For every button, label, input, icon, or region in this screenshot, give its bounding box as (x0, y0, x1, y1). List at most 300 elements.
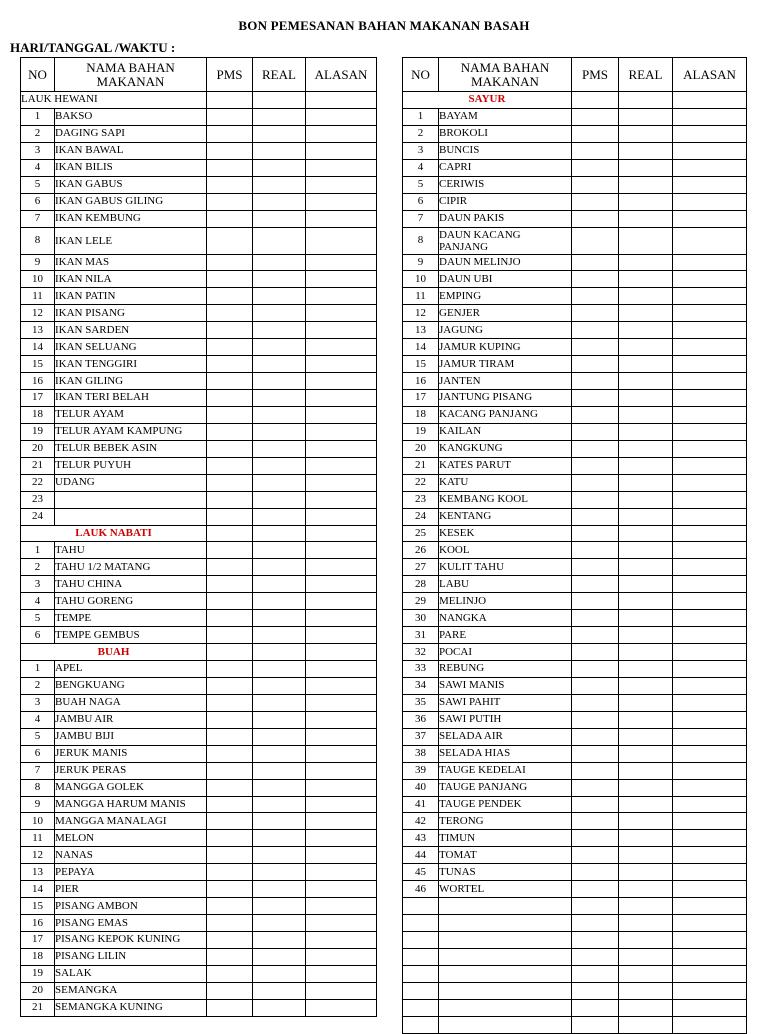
real-cell[interactable] (253, 593, 306, 610)
alasan-cell[interactable] (673, 508, 747, 525)
pms-cell[interactable] (572, 227, 619, 254)
pms-cell[interactable] (207, 779, 253, 796)
alasan-cell[interactable] (306, 881, 377, 898)
pms-cell[interactable] (207, 406, 253, 423)
real-cell[interactable] (253, 193, 306, 210)
pms-cell[interactable] (207, 159, 253, 176)
alasan-cell[interactable] (673, 593, 747, 610)
real-cell[interactable] (253, 210, 306, 227)
alasan-cell[interactable] (306, 339, 377, 356)
alasan-cell[interactable] (673, 108, 747, 125)
pms-cell[interactable] (207, 627, 253, 644)
alasan-cell[interactable] (306, 474, 377, 491)
real-cell[interactable] (253, 661, 306, 678)
alasan-cell[interactable] (306, 356, 377, 373)
pms-cell[interactable] (572, 542, 619, 559)
alasan-cell[interactable] (306, 423, 377, 440)
alasan-cell[interactable] (673, 125, 747, 142)
real-cell[interactable] (253, 644, 306, 661)
pms-cell[interactable] (207, 508, 253, 525)
pms-cell[interactable] (207, 593, 253, 610)
pms-cell[interactable] (207, 661, 253, 678)
pms-cell[interactable] (572, 559, 619, 576)
pms-cell[interactable] (207, 339, 253, 356)
real-cell[interactable] (619, 356, 673, 373)
real-cell[interactable] (253, 762, 306, 779)
pms-cell[interactable] (572, 932, 619, 949)
real-cell[interactable] (253, 142, 306, 159)
alasan-cell[interactable] (673, 932, 747, 949)
alasan-cell[interactable] (306, 390, 377, 407)
pms-cell[interactable] (207, 440, 253, 457)
alasan-cell[interactable] (673, 406, 747, 423)
real-cell[interactable] (253, 830, 306, 847)
real-cell[interactable] (619, 576, 673, 593)
alasan-cell[interactable] (673, 159, 747, 176)
alasan-cell[interactable] (673, 898, 747, 915)
real-cell[interactable] (253, 288, 306, 305)
alasan-cell[interactable] (306, 457, 377, 474)
alasan-cell[interactable] (306, 762, 377, 779)
pms-cell[interactable] (572, 125, 619, 142)
alasan-cell[interactable] (306, 254, 377, 271)
real-cell[interactable] (619, 406, 673, 423)
pms-cell[interactable] (207, 898, 253, 915)
real-cell[interactable] (253, 948, 306, 965)
real-cell[interactable] (253, 322, 306, 339)
alasan-cell[interactable] (673, 915, 747, 932)
real-cell[interactable] (619, 305, 673, 322)
real-cell[interactable] (619, 491, 673, 508)
alasan-cell[interactable] (306, 982, 377, 999)
real-cell[interactable] (253, 390, 306, 407)
alasan-cell[interactable] (673, 440, 747, 457)
pms-cell[interactable] (207, 390, 253, 407)
alasan-cell[interactable] (673, 694, 747, 711)
alasan-cell[interactable] (673, 288, 747, 305)
alasan-cell[interactable] (306, 406, 377, 423)
pms-cell[interactable] (207, 108, 253, 125)
pms-cell[interactable] (572, 965, 619, 982)
pms-cell[interactable] (572, 796, 619, 813)
alasan-cell[interactable] (306, 176, 377, 193)
alasan-cell[interactable] (673, 948, 747, 965)
pms-cell[interactable] (207, 271, 253, 288)
pms-cell[interactable] (572, 881, 619, 898)
pms-cell[interactable] (572, 108, 619, 125)
real-cell[interactable] (619, 271, 673, 288)
alasan-cell[interactable] (673, 339, 747, 356)
pms-cell[interactable] (572, 356, 619, 373)
pms-cell[interactable] (207, 491, 253, 508)
real-cell[interactable] (253, 356, 306, 373)
pms-cell[interactable] (572, 1016, 619, 1033)
real-cell[interactable] (619, 108, 673, 125)
alasan-cell[interactable] (306, 779, 377, 796)
pms-cell[interactable] (207, 210, 253, 227)
pms-cell[interactable] (207, 288, 253, 305)
alasan-cell[interactable] (673, 644, 747, 661)
alasan-cell[interactable] (673, 305, 747, 322)
pms-cell[interactable] (572, 508, 619, 525)
pms-cell[interactable] (572, 948, 619, 965)
pms-cell[interactable] (572, 694, 619, 711)
real-cell[interactable] (619, 176, 673, 193)
alasan-cell[interactable] (306, 373, 377, 390)
pms-cell[interactable] (207, 813, 253, 830)
alasan-cell[interactable] (306, 610, 377, 627)
pms-cell[interactable] (572, 915, 619, 932)
real-cell[interactable] (253, 745, 306, 762)
alasan-cell[interactable] (306, 525, 377, 542)
real-cell[interactable] (619, 227, 673, 254)
pms-cell[interactable] (207, 125, 253, 142)
real-cell[interactable] (619, 847, 673, 864)
real-cell[interactable] (619, 864, 673, 881)
real-cell[interactable] (619, 288, 673, 305)
real-cell[interactable] (619, 322, 673, 339)
alasan-cell[interactable] (673, 142, 747, 159)
real-cell[interactable] (619, 627, 673, 644)
real-cell[interactable] (253, 159, 306, 176)
real-cell[interactable] (619, 898, 673, 915)
alasan-cell[interactable] (306, 108, 377, 125)
pms-cell[interactable] (572, 339, 619, 356)
pms-cell[interactable] (572, 440, 619, 457)
alasan-cell[interactable] (673, 210, 747, 227)
alasan-cell[interactable] (673, 999, 747, 1016)
real-cell[interactable] (619, 881, 673, 898)
pms-cell[interactable] (207, 830, 253, 847)
pms-cell[interactable] (572, 627, 619, 644)
alasan-cell[interactable] (306, 542, 377, 559)
real-cell[interactable] (619, 915, 673, 932)
pms-cell[interactable] (207, 142, 253, 159)
real-cell[interactable] (253, 711, 306, 728)
real-cell[interactable] (619, 677, 673, 694)
pms-cell[interactable] (207, 92, 253, 109)
alasan-cell[interactable] (306, 491, 377, 508)
alasan-cell[interactable] (306, 142, 377, 159)
pms-cell[interactable] (207, 948, 253, 965)
alasan-cell[interactable] (673, 92, 747, 109)
pms-cell[interactable] (207, 728, 253, 745)
real-cell[interactable] (619, 390, 673, 407)
real-cell[interactable] (253, 423, 306, 440)
pms-cell[interactable] (207, 915, 253, 932)
alasan-cell[interactable] (673, 271, 747, 288)
pms-cell[interactable] (572, 491, 619, 508)
alasan-cell[interactable] (673, 796, 747, 813)
alasan-cell[interactable] (306, 125, 377, 142)
real-cell[interactable] (619, 125, 673, 142)
alasan-cell[interactable] (673, 864, 747, 881)
real-cell[interactable] (253, 796, 306, 813)
alasan-cell[interactable] (306, 593, 377, 610)
alasan-cell[interactable] (673, 847, 747, 864)
pms-cell[interactable] (207, 474, 253, 491)
alasan-cell[interactable] (306, 677, 377, 694)
real-cell[interactable] (619, 210, 673, 227)
alasan-cell[interactable] (673, 982, 747, 999)
alasan-cell[interactable] (673, 193, 747, 210)
pms-cell[interactable] (572, 159, 619, 176)
alasan-cell[interactable] (673, 881, 747, 898)
pms-cell[interactable] (572, 779, 619, 796)
real-cell[interactable] (619, 559, 673, 576)
real-cell[interactable] (619, 142, 673, 159)
real-cell[interactable] (619, 440, 673, 457)
pms-cell[interactable] (207, 932, 253, 949)
alasan-cell[interactable] (306, 711, 377, 728)
alasan-cell[interactable] (306, 932, 377, 949)
alasan-cell[interactable] (306, 745, 377, 762)
real-cell[interactable] (619, 474, 673, 491)
alasan-cell[interactable] (673, 423, 747, 440)
pms-cell[interactable] (207, 796, 253, 813)
pms-cell[interactable] (572, 254, 619, 271)
real-cell[interactable] (253, 108, 306, 125)
alasan-cell[interactable] (306, 999, 377, 1016)
alasan-cell[interactable] (306, 661, 377, 678)
pms-cell[interactable] (207, 576, 253, 593)
alasan-cell[interactable] (306, 193, 377, 210)
real-cell[interactable] (253, 227, 306, 254)
real-cell[interactable] (253, 339, 306, 356)
alasan-cell[interactable] (673, 1016, 747, 1033)
alasan-cell[interactable] (306, 813, 377, 830)
pms-cell[interactable] (572, 728, 619, 745)
pms-cell[interactable] (207, 559, 253, 576)
alasan-cell[interactable] (306, 965, 377, 982)
alasan-cell[interactable] (306, 847, 377, 864)
pms-cell[interactable] (572, 142, 619, 159)
pms-cell[interactable] (207, 457, 253, 474)
pms-cell[interactable] (207, 965, 253, 982)
pms-cell[interactable] (207, 745, 253, 762)
real-cell[interactable] (253, 576, 306, 593)
real-cell[interactable] (619, 762, 673, 779)
alasan-cell[interactable] (673, 711, 747, 728)
real-cell[interactable] (619, 711, 673, 728)
alasan-cell[interactable] (306, 559, 377, 576)
pms-cell[interactable] (207, 254, 253, 271)
real-cell[interactable] (253, 813, 306, 830)
real-cell[interactable] (619, 254, 673, 271)
real-cell[interactable] (253, 965, 306, 982)
real-cell[interactable] (253, 559, 306, 576)
real-cell[interactable] (619, 373, 673, 390)
pms-cell[interactable] (572, 406, 619, 423)
alasan-cell[interactable] (673, 254, 747, 271)
pms-cell[interactable] (207, 423, 253, 440)
pms-cell[interactable] (572, 373, 619, 390)
pms-cell[interactable] (572, 847, 619, 864)
pms-cell[interactable] (207, 999, 253, 1016)
real-cell[interactable] (253, 254, 306, 271)
alasan-cell[interactable] (306, 271, 377, 288)
alasan-cell[interactable] (306, 864, 377, 881)
pms-cell[interactable] (572, 864, 619, 881)
real-cell[interactable] (619, 593, 673, 610)
alasan-cell[interactable] (673, 661, 747, 678)
real-cell[interactable] (253, 999, 306, 1016)
alasan-cell[interactable] (673, 830, 747, 847)
real-cell[interactable] (253, 881, 306, 898)
pms-cell[interactable] (207, 762, 253, 779)
pms-cell[interactable] (207, 677, 253, 694)
real-cell[interactable] (253, 847, 306, 864)
real-cell[interactable] (619, 193, 673, 210)
real-cell[interactable] (253, 864, 306, 881)
pms-cell[interactable] (572, 644, 619, 661)
pms-cell[interactable] (572, 677, 619, 694)
alasan-cell[interactable] (673, 728, 747, 745)
alasan-cell[interactable] (673, 356, 747, 373)
alasan-cell[interactable] (673, 322, 747, 339)
real-cell[interactable] (253, 728, 306, 745)
pms-cell[interactable] (207, 881, 253, 898)
real-cell[interactable] (619, 745, 673, 762)
alasan-cell[interactable] (306, 796, 377, 813)
pms-cell[interactable] (572, 322, 619, 339)
pms-cell[interactable] (207, 610, 253, 627)
pms-cell[interactable] (207, 193, 253, 210)
real-cell[interactable] (619, 779, 673, 796)
pms-cell[interactable] (207, 356, 253, 373)
pms-cell[interactable] (572, 576, 619, 593)
real-cell[interactable] (253, 271, 306, 288)
alasan-cell[interactable] (306, 898, 377, 915)
real-cell[interactable] (619, 339, 673, 356)
alasan-cell[interactable] (673, 390, 747, 407)
real-cell[interactable] (619, 610, 673, 627)
pms-cell[interactable] (207, 644, 253, 661)
pms-cell[interactable] (572, 813, 619, 830)
alasan-cell[interactable] (673, 227, 747, 254)
real-cell[interactable] (253, 457, 306, 474)
real-cell[interactable] (253, 491, 306, 508)
pms-cell[interactable] (207, 322, 253, 339)
real-cell[interactable] (253, 610, 306, 627)
real-cell[interactable] (619, 92, 673, 109)
real-cell[interactable] (253, 125, 306, 142)
pms-cell[interactable] (207, 694, 253, 711)
alasan-cell[interactable] (306, 728, 377, 745)
alasan-cell[interactable] (673, 491, 747, 508)
real-cell[interactable] (253, 474, 306, 491)
real-cell[interactable] (619, 661, 673, 678)
alasan-cell[interactable] (306, 288, 377, 305)
real-cell[interactable] (619, 457, 673, 474)
real-cell[interactable] (619, 542, 673, 559)
alasan-cell[interactable] (306, 576, 377, 593)
pms-cell[interactable] (207, 711, 253, 728)
real-cell[interactable] (619, 728, 673, 745)
real-cell[interactable] (253, 440, 306, 457)
real-cell[interactable] (619, 830, 673, 847)
pms-cell[interactable] (207, 525, 253, 542)
alasan-cell[interactable] (673, 745, 747, 762)
alasan-cell[interactable] (673, 457, 747, 474)
real-cell[interactable] (253, 542, 306, 559)
pms-cell[interactable] (572, 176, 619, 193)
pms-cell[interactable] (572, 610, 619, 627)
pms-cell[interactable] (572, 193, 619, 210)
pms-cell[interactable] (572, 390, 619, 407)
pms-cell[interactable] (572, 745, 619, 762)
real-cell[interactable] (619, 508, 673, 525)
real-cell[interactable] (619, 999, 673, 1016)
alasan-cell[interactable] (673, 525, 747, 542)
alasan-cell[interactable] (673, 373, 747, 390)
alasan-cell[interactable] (306, 159, 377, 176)
real-cell[interactable] (253, 627, 306, 644)
alasan-cell[interactable] (673, 610, 747, 627)
real-cell[interactable] (619, 932, 673, 949)
pms-cell[interactable] (572, 593, 619, 610)
alasan-cell[interactable] (673, 542, 747, 559)
alasan-cell[interactable] (306, 210, 377, 227)
real-cell[interactable] (253, 677, 306, 694)
pms-cell[interactable] (207, 176, 253, 193)
real-cell[interactable] (253, 373, 306, 390)
real-cell[interactable] (619, 694, 673, 711)
alasan-cell[interactable] (673, 965, 747, 982)
alasan-cell[interactable] (673, 627, 747, 644)
pms-cell[interactable] (572, 898, 619, 915)
alasan-cell[interactable] (306, 322, 377, 339)
real-cell[interactable] (253, 694, 306, 711)
alasan-cell[interactable] (673, 813, 747, 830)
real-cell[interactable] (619, 423, 673, 440)
pms-cell[interactable] (572, 711, 619, 728)
pms-cell[interactable] (207, 542, 253, 559)
alasan-cell[interactable] (306, 440, 377, 457)
pms-cell[interactable] (572, 762, 619, 779)
real-cell[interactable] (253, 779, 306, 796)
real-cell[interactable] (253, 525, 306, 542)
alasan-cell[interactable] (673, 576, 747, 593)
pms-cell[interactable] (572, 423, 619, 440)
real-cell[interactable] (253, 932, 306, 949)
alasan-cell[interactable] (673, 677, 747, 694)
alasan-cell[interactable] (306, 627, 377, 644)
alasan-cell[interactable] (673, 559, 747, 576)
alasan-cell[interactable] (306, 227, 377, 254)
alasan-cell[interactable] (306, 694, 377, 711)
alasan-cell[interactable] (673, 779, 747, 796)
pms-cell[interactable] (572, 305, 619, 322)
alasan-cell[interactable] (673, 762, 747, 779)
pms-cell[interactable] (207, 305, 253, 322)
pms-cell[interactable] (572, 288, 619, 305)
real-cell[interactable] (619, 948, 673, 965)
pms-cell[interactable] (572, 271, 619, 288)
real-cell[interactable] (253, 176, 306, 193)
pms-cell[interactable] (572, 92, 619, 109)
alasan-cell[interactable] (306, 92, 377, 109)
alasan-cell[interactable] (306, 508, 377, 525)
real-cell[interactable] (619, 525, 673, 542)
pms-cell[interactable] (207, 864, 253, 881)
real-cell[interactable] (619, 159, 673, 176)
pms-cell[interactable] (572, 474, 619, 491)
pms-cell[interactable] (207, 227, 253, 254)
real-cell[interactable] (253, 406, 306, 423)
real-cell[interactable] (619, 644, 673, 661)
pms-cell[interactable] (207, 982, 253, 999)
